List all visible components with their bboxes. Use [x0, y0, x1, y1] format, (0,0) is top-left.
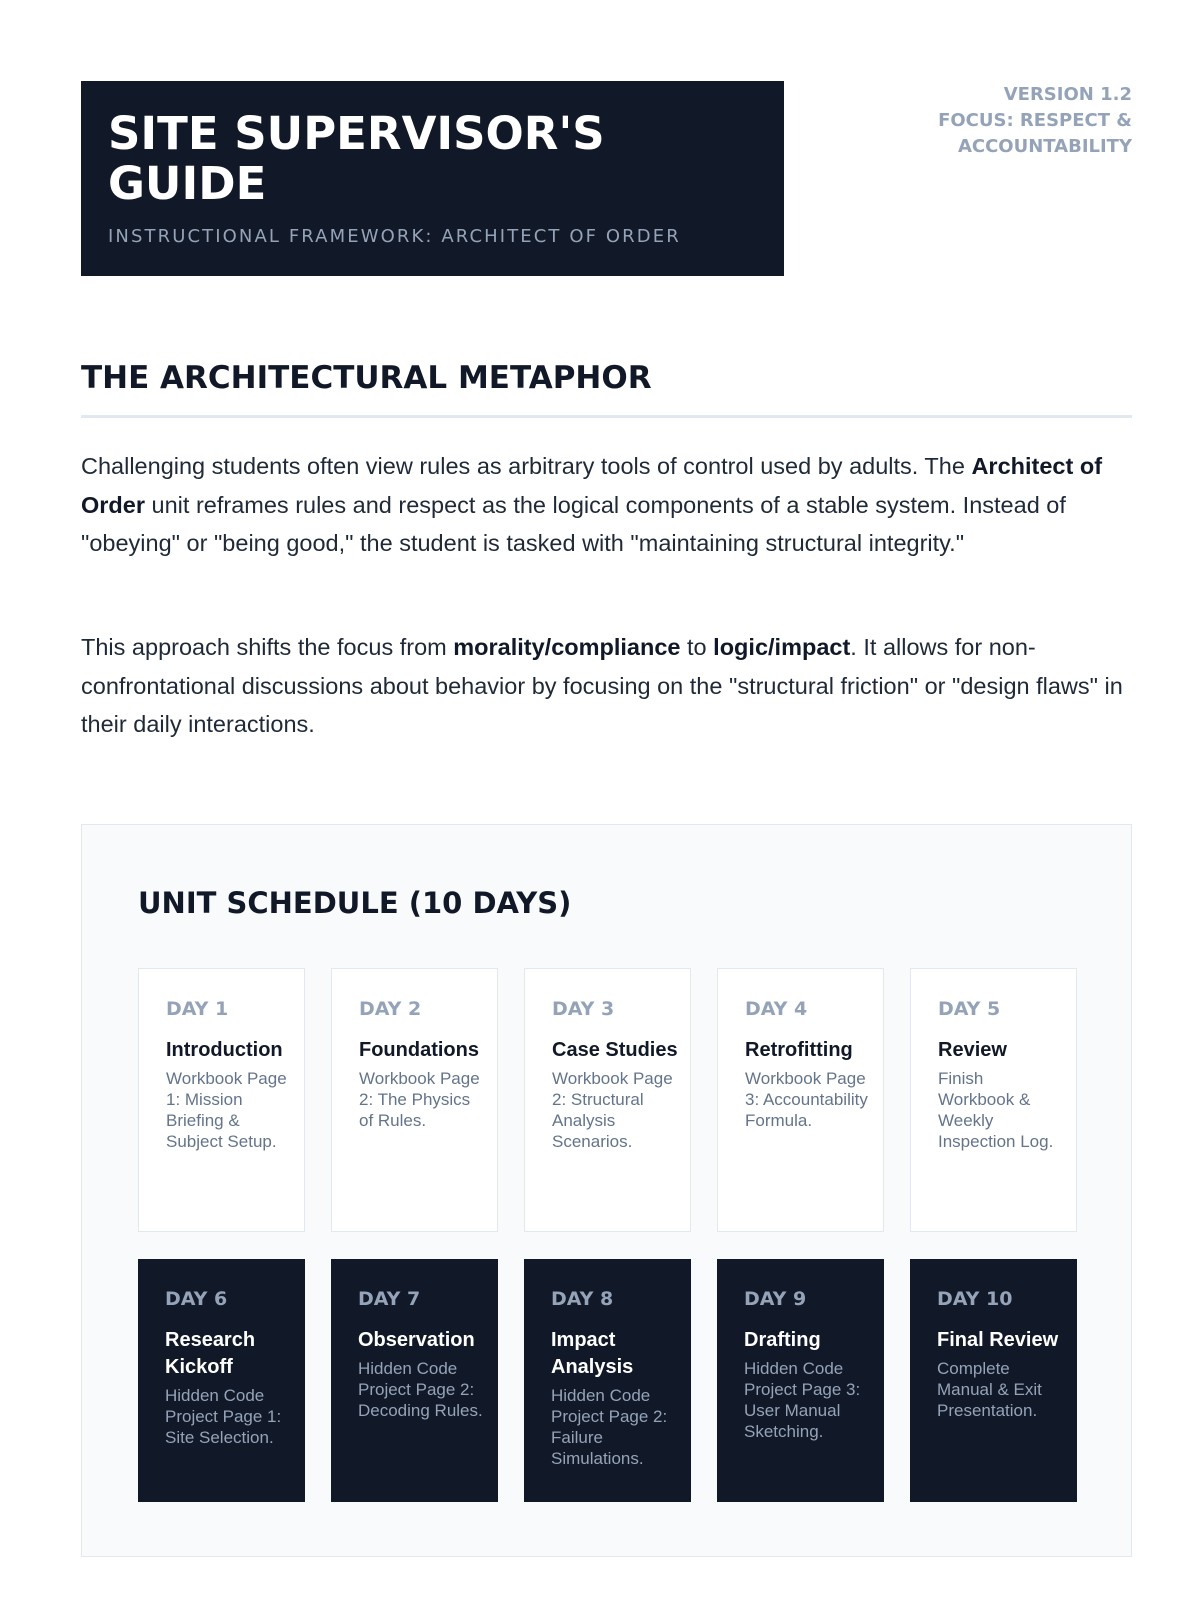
day-description: Hidden Code Project Page 2: Decoding Rules.: [358, 1359, 483, 1420]
day-card-10: [910, 1259, 1077, 1502]
day-card-6: [138, 1259, 305, 1502]
p1-text-after: unit reframes rules and respect as the logical components of a stable system. Instead of "obeying" or "being good," the student is tasked with "maintaining structural integrity.": [81, 491, 1066, 556]
day-label: DAY 6: [165, 1288, 228, 1310]
day-label: DAY 4: [745, 998, 808, 1020]
p2-text-after: . It allows for non-confrontational discussions about behavior by focusing on the "structural friction" or "design flaws" in their daily interactions.: [81, 634, 1123, 737]
day-label: DAY 9: [744, 1288, 807, 1310]
day-title: Review: [938, 1039, 1007, 1061]
day-card-2: [331, 968, 498, 1232]
title-block: [81, 81, 784, 276]
day-description: Workbook Page 1: Mission Briefing & Subject Setup.: [166, 1069, 287, 1151]
day-title: Research Kickoff: [165, 1329, 256, 1378]
day-card-1: [138, 968, 305, 1232]
metaphor-heading: THE ARCHITECTURAL METAPHOR: [81, 358, 1132, 418]
schedule-grid: [138, 968, 1077, 1502]
day-title: Final Review: [937, 1329, 1059, 1351]
day-title: Impact Analysis: [551, 1329, 634, 1378]
day-title: Case Studies: [552, 1039, 678, 1061]
day-label: DAY 1: [166, 998, 229, 1020]
focus-label-line2: ACCOUNTABILITY: [957, 136, 1132, 157]
day-description: Hidden Code Project Page 3: User Manual Sketching.: [744, 1359, 861, 1441]
day-card-7: [331, 1259, 498, 1502]
day-label: DAY 5: [938, 998, 1001, 1020]
day-card-4: [717, 968, 884, 1232]
day-title: Introduction: [166, 1039, 283, 1061]
day-title: Observation: [358, 1329, 475, 1351]
version-label: VERSION 1.2: [1003, 84, 1132, 105]
day-description: Workbook Page 3: Accountability Formula.: [745, 1069, 868, 1130]
day-card-5: [910, 968, 1077, 1232]
day-description: Workbook Page 2: Structural Analysis Scenarios.: [552, 1069, 673, 1151]
version-meta: [872, 82, 1132, 160]
day-label: DAY 7: [358, 1288, 421, 1310]
day-description: Hidden Code Project Page 1: Site Selection.: [165, 1386, 282, 1447]
day-label: DAY 3: [552, 998, 615, 1020]
day-description: Workbook Page 2: The Physics of Rules.: [359, 1069, 480, 1130]
day-label: DAY 2: [359, 998, 422, 1020]
p2-bold-term-2: logic/impact: [713, 634, 851, 660]
p1-bold-term: Architect of Order: [81, 453, 1103, 518]
day-label: DAY 10: [937, 1288, 1013, 1310]
day-card-9: [717, 1259, 884, 1502]
p1-text-before: Challenging students often view rules as arbitrary tools of control used by adults. The: [81, 453, 972, 479]
day-description: Complete Manual & Exit Presentation.: [937, 1359, 1042, 1420]
p2-text-middle: to: [680, 634, 714, 660]
metaphor-paragraph-2: [81, 628, 1132, 744]
day-title: Drafting: [744, 1329, 821, 1351]
p2-text-before: This approach shifts the focus from: [81, 634, 454, 660]
day-description: Finish Workbook & Weekly Inspection Log.: [938, 1069, 1054, 1151]
focus-label-line1: FOCUS: RESPECT &: [938, 110, 1132, 131]
metaphor-paragraph-1: [81, 447, 1132, 563]
day-card-3: [524, 968, 691, 1232]
p2-bold-term-1: morality/compliance: [453, 634, 681, 660]
schedule-heading: UNIT SCHEDULE (10 DAYS): [138, 886, 572, 920]
day-title: Foundations: [359, 1039, 479, 1061]
day-card-8: [524, 1259, 691, 1502]
day-title: Retrofitting: [745, 1039, 853, 1061]
document-title: SITE SUPERVISOR'S GUIDE: [108, 107, 605, 210]
unit-schedule-panel: [81, 824, 1132, 1557]
day-description: Hidden Code Project Page 2: Failure Simulations.: [551, 1386, 668, 1468]
document-subtitle: INSTRUCTIONAL FRAMEWORK: ARCHITECT OF ORDER: [108, 226, 681, 247]
day-label: DAY 8: [551, 1288, 614, 1310]
